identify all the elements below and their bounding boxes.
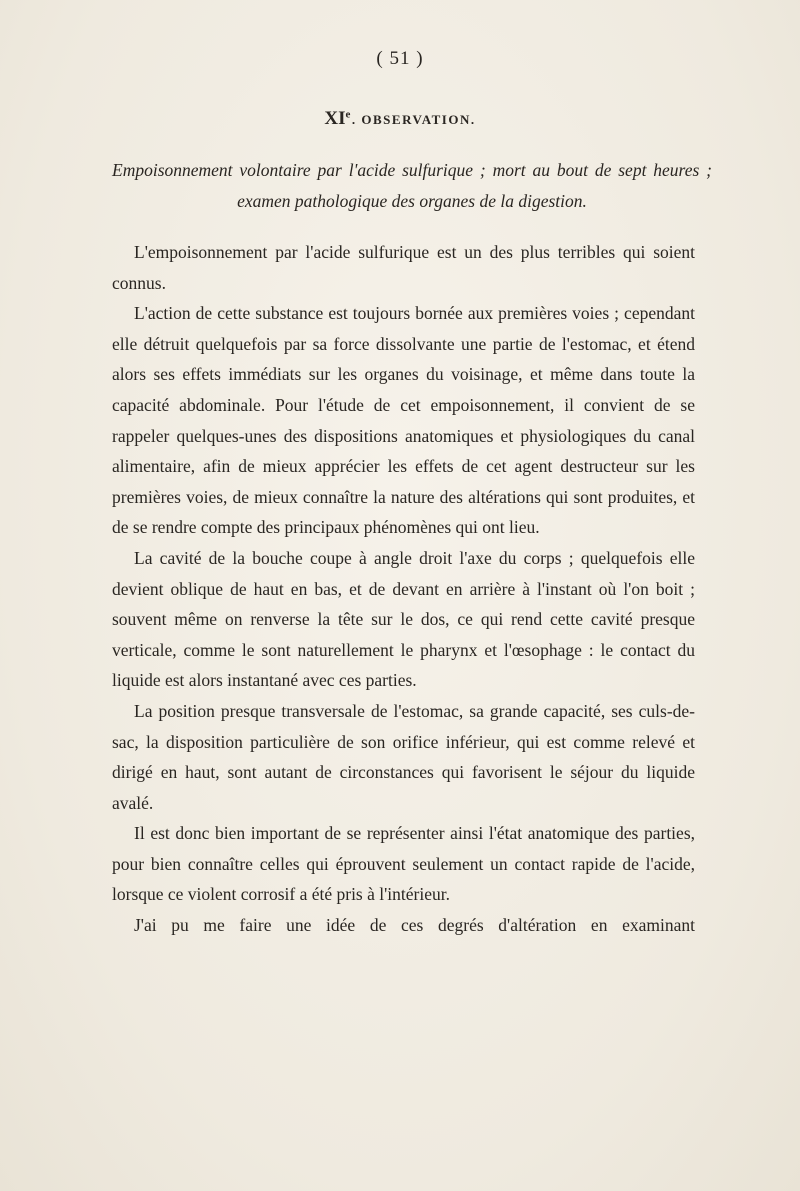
observation-subtitle: Empoisonnement volontaire par l'acide sulfurique ; mort au bout de sept heures ; examen pathologique des organes de la digestion. (112, 160, 712, 211)
paragraph: Il est donc bien important de se représenter ainsi l'état anatomique des parties, pour bien connaître celles qui éprouvent seulement un contact rapide de l'acide, lorsque ce violent corrosif a été pris à l'intérieur. (112, 823, 695, 905)
paragraph: J'ai pu me faire une idée de ces degrés d'altération en examinant (134, 915, 695, 936)
paragraph: La cavité de la bouche coupe à angle droit l'axe du corps ; quelquefois elle devient oblique de haut en bas, et de devant en arrière à l'instant où l'on boit ; souvent même on renverse la tête sur le dos, ce qui rend cette cavité presque verticale, comme le sont naturellement le pharynx et l'œsophage : le contact du liquide est alors instantané avec ces parties. (112, 547, 695, 691)
paragraph: L'action de cette substance est toujours bornée aux premières voies ; cependant elle détruit quelquefois par sa force dissolvante une partie de l'estomac, et étend alors ses effets immédiats sur les organes du voisinage, et même dans toute la capacité abdominale. Pour l'étude de cet empoisonnement, il convient de se rappeler quelques-unes des dispositions anatomiques et physiologiques du canal alimentaire, afin de mieux apprécier les effets de cet agent destructeur sur les premières voies, de mieux connaître la nature des altérations qui sont produites, et de se rendre compte des principaux phénomènes qui ont lieu. (112, 303, 695, 538)
observation-ordinal-suffix: e (345, 108, 352, 121)
observation-heading (0, 108, 800, 130)
body-text (112, 237, 695, 941)
observation-label: . OBSERVATION. (351, 112, 476, 127)
observation-number: XI (324, 108, 346, 129)
page-number: ( 51 ) (376, 48, 424, 69)
paragraph: L'empoisonnement par l'acide sulfurique est un des plus terribles qui soient connus. (112, 242, 695, 293)
paragraph: La position presque transversale de l'estomac, sa grande capacité, ses culs-de-sac, la disposition particulière de son orifice inférieur, qui est comme relevé et dirigé en haut, sont autant de circonstances qui favorisent le séjour du liquide avalé. (112, 700, 695, 813)
